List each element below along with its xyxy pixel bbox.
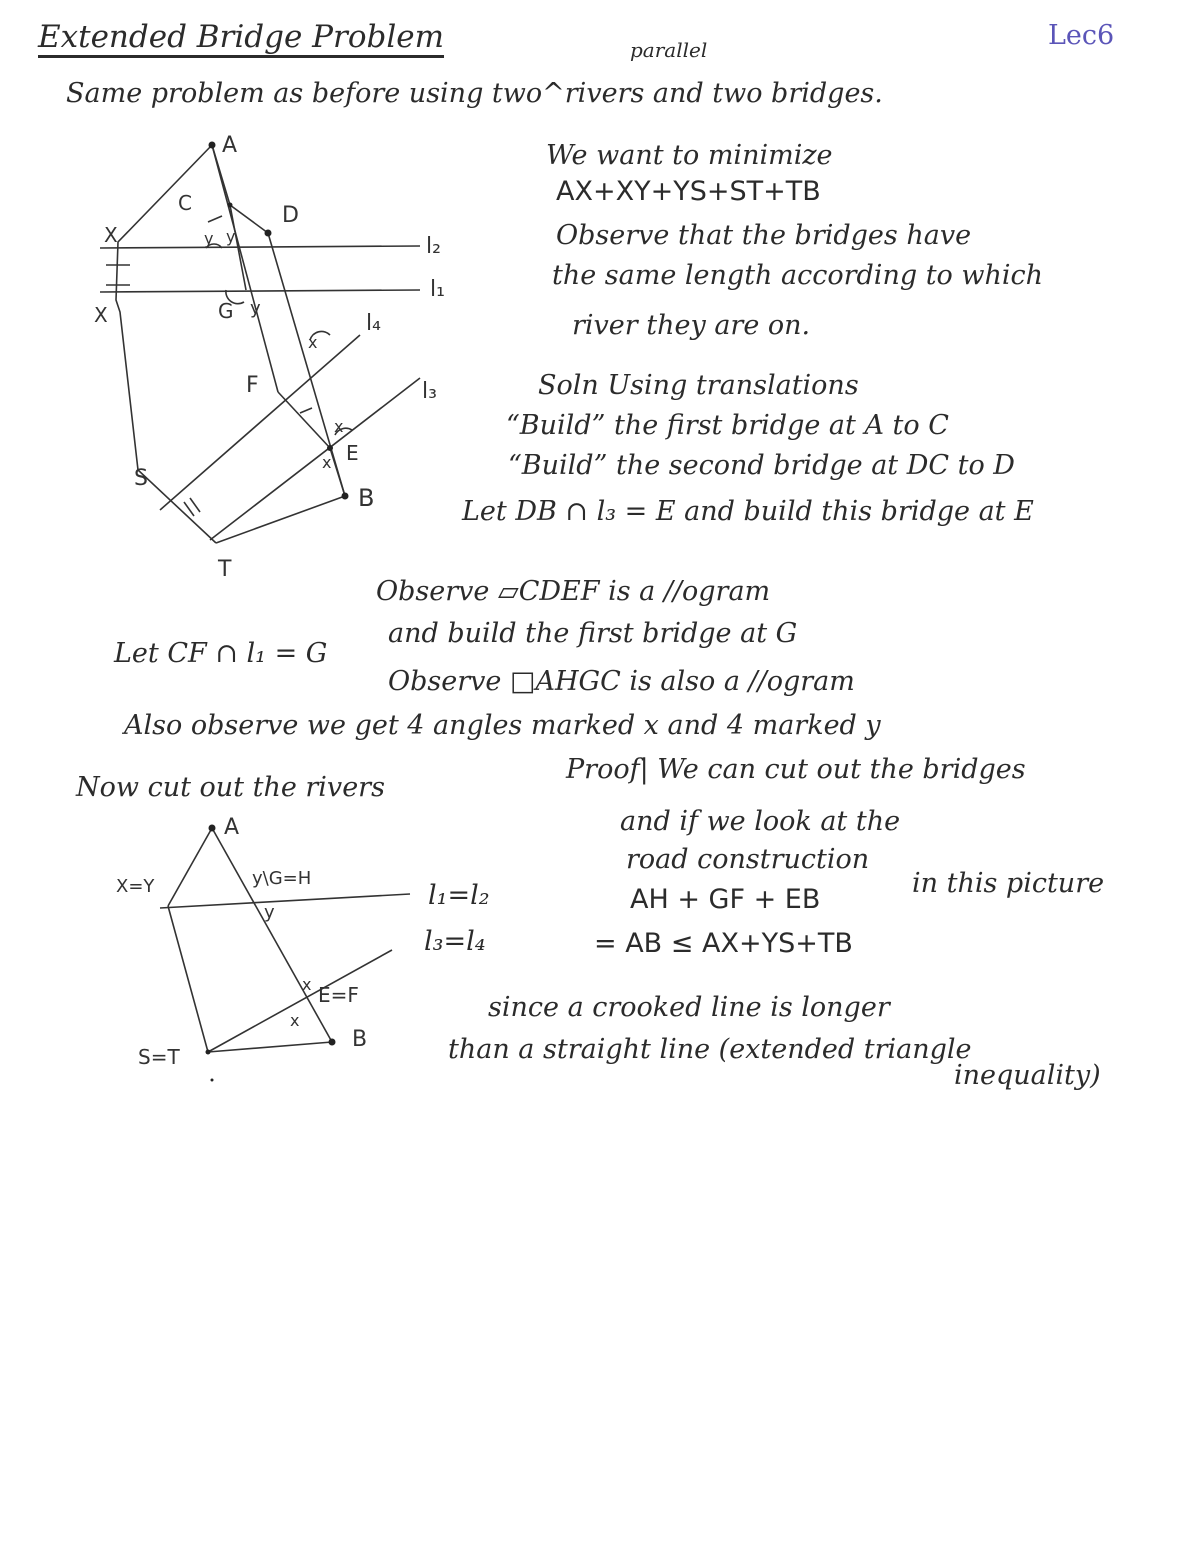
label-ST: S=T	[138, 1045, 180, 1069]
proof-line-6: since a crooked line is longer	[488, 992, 890, 1023]
figure-2-diagram	[100, 810, 440, 1090]
let-g-line-a: Let CF ∩ l₁ = G	[114, 638, 328, 669]
point-A	[209, 142, 216, 149]
intro-line: Same problem as before using two^rivers and two bridges.	[66, 78, 883, 109]
page-title: Extended Bridge Problem	[38, 19, 445, 55]
proof-line-1: Proof| We can cut out the bridges	[566, 754, 1026, 785]
segment-A-XY	[168, 828, 212, 906]
angle-x-f2-2: x	[290, 1011, 300, 1030]
observe-cdef: Observe ▱CDEF is a //ogram	[376, 576, 771, 607]
equation-l1-l2: l₁=l₂	[428, 880, 490, 911]
point-E	[327, 445, 333, 451]
label-E: E	[346, 441, 359, 465]
observe-ahgc: Observe □AHGC is also a //ogram	[388, 666, 855, 697]
point-A-2	[209, 825, 216, 832]
angle-x-3: x	[322, 453, 332, 472]
observe-line-3: river they are on.	[572, 310, 811, 341]
caret-insert-word: parallel	[630, 38, 708, 62]
point-D	[265, 230, 272, 237]
point-ST-2	[206, 1050, 211, 1055]
observe-line-2: the same length according to which	[552, 260, 1044, 291]
label-F: F	[246, 373, 259, 398]
label-S: S	[134, 466, 148, 491]
minimize-expression: AX+XY+YS+ST+TB	[556, 176, 821, 207]
segment-CF	[212, 145, 278, 392]
proof-line-3: road construction	[626, 844, 870, 875]
line-l1	[100, 290, 420, 292]
line-l2	[100, 246, 420, 248]
label-X-top: X	[104, 223, 118, 247]
build-line-2: “Build” the second bridge at DC to D	[508, 450, 1015, 481]
label-y: y	[250, 298, 261, 319]
label-B-2: B	[352, 1027, 368, 1052]
minimize-intro: We want to minimize	[546, 140, 833, 171]
segment-XY-ST	[168, 906, 208, 1052]
segment-ST-B	[208, 1042, 332, 1052]
line-l4	[160, 335, 360, 510]
label-C: C	[178, 191, 192, 215]
label-EF: E=F	[318, 983, 359, 1007]
proof-line-7: than a straight line (extended triangle	[448, 1034, 972, 1065]
cut-rivers-line: Now cut out the rivers	[76, 772, 385, 803]
label-D: D	[282, 203, 299, 228]
segment-AD	[212, 145, 268, 233]
segment-EB-short	[330, 448, 345, 496]
path-AXYST	[116, 145, 216, 543]
label-GH: y\G=H	[252, 868, 312, 889]
label-X-low: X	[94, 303, 108, 327]
label-B: B	[358, 484, 375, 512]
label-G: G	[218, 299, 234, 323]
solution-heading: Soln Using translations	[538, 370, 859, 401]
angle-x-f2-1: x	[302, 975, 312, 994]
equation-l3-l4: l₃=l₄	[424, 926, 486, 957]
proof-line-8: inequality)	[954, 1060, 1101, 1091]
observe-line-1: Observe that the bridges have	[556, 220, 972, 251]
label-l4: l₄	[366, 311, 381, 336]
angle-y-2: y	[226, 227, 236, 246]
let-g-line-b: and build the first bridge at G	[388, 618, 798, 649]
label-y-2: y	[264, 902, 275, 923]
build-line-1: “Build” the first bridge at A to C	[506, 410, 949, 441]
line-l3	[210, 378, 420, 540]
label-A: A	[222, 133, 238, 158]
angle-x-2: x	[334, 417, 344, 436]
point-B-2	[329, 1039, 336, 1046]
label-XY: X=Y	[116, 876, 155, 897]
proof-line-2: and if we look at the	[620, 806, 901, 837]
lecture-label: Lec6	[1048, 20, 1115, 51]
proof-line-4b: in this picture	[912, 868, 1105, 899]
label-l1: l₁	[430, 277, 445, 302]
point-B	[342, 493, 349, 500]
line-l1-l2	[160, 894, 410, 908]
angle-x-1: x	[308, 333, 318, 352]
proof-line-4a: AH + GF + EB	[630, 884, 821, 915]
label-l3: l₃	[422, 379, 437, 404]
label-A-2: A	[224, 815, 240, 840]
segment-AB	[212, 828, 332, 1042]
let-e-line: Let DB ∩ l₃ = E and build this bridge at E	[462, 496, 1034, 527]
angle-y-1: y	[204, 229, 214, 248]
label-l2: l₂	[426, 234, 441, 259]
also-observe-line: Also observe we get 4 angles marked x and 4 marked y	[124, 710, 881, 741]
proof-line-5: = AB ≤ AX+YS+TB	[594, 928, 853, 959]
label-T: T	[218, 557, 232, 582]
point-C	[228, 203, 233, 208]
